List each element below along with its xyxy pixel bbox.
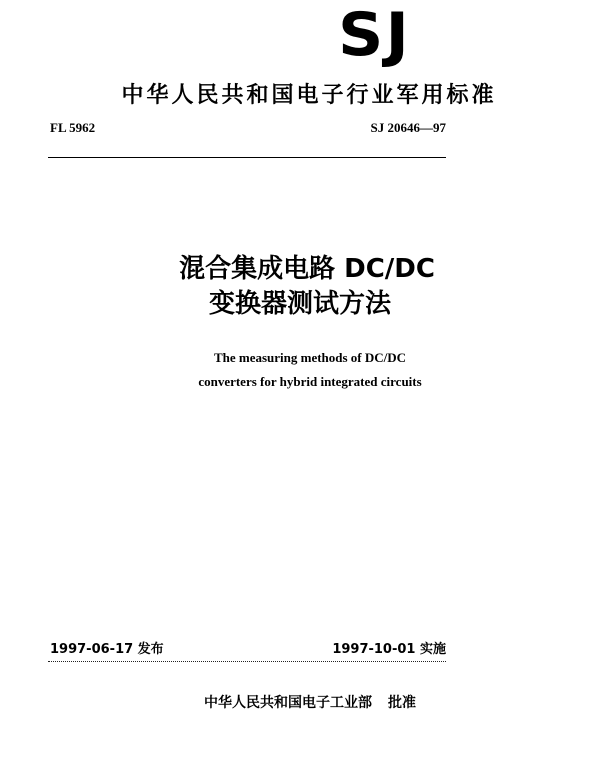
document-title-chinese-line1: 混合集成电路 DC/DC: [179, 254, 435, 284]
document-title-english-line2: converters for hybrid integrated circuits: [198, 374, 422, 389]
effective-date: 1997-10-01 实施: [332, 642, 446, 657]
classification-code: FL 5962: [50, 120, 96, 135]
approving-authority: 中华人民共和国电子工业部: [204, 695, 372, 711]
footer-divider: [48, 661, 446, 662]
approval-line: [0, 692, 600, 712]
document-title-english-line1: The measuring methods of DC/DC: [213, 350, 407, 365]
document-title-chinese-line2: 变换器测试方法: [208, 289, 391, 319]
sj-logo: SJ: [338, 0, 412, 70]
standard-category-title: 中华人民共和国电子行业军用标准: [121, 83, 497, 108]
approval-label: 批准: [388, 695, 416, 711]
header-divider: [48, 157, 446, 158]
standard-number: SJ 20646—97: [370, 120, 446, 135]
issue-date: 1997-06-17 发布: [50, 642, 164, 657]
